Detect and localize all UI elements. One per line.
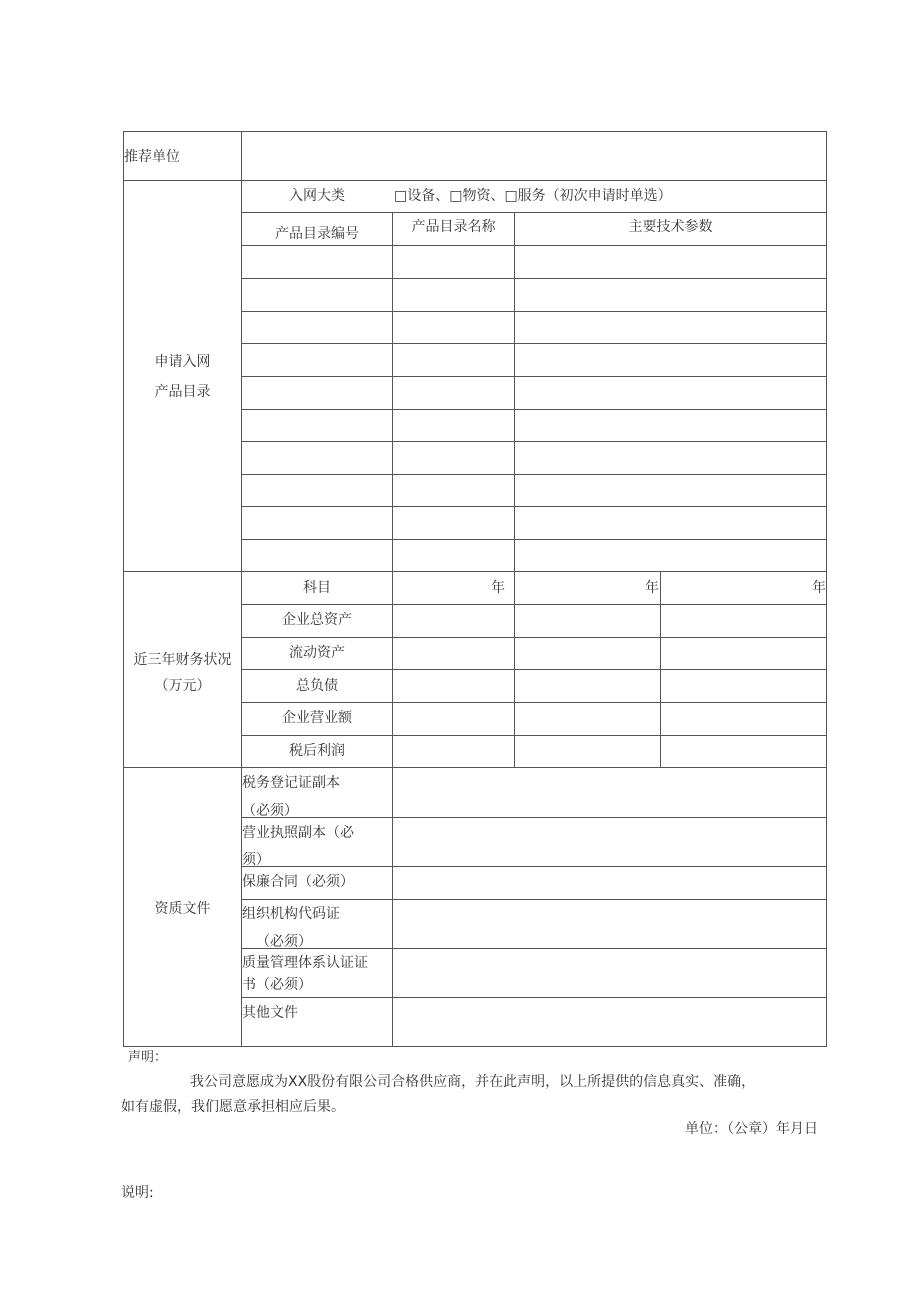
declaration-title: 声明：	[128, 1050, 168, 1065]
qualification-item-integrity-contract: 保廉合同（必须）	[242, 874, 354, 890]
table-row[interactable]	[242, 377, 826, 409]
catalog-header-name: 产品目录名称	[411, 219, 496, 235]
qualification-item-quality-cert-line1: 质量管理体系认证证	[242, 955, 368, 971]
attachment-field[interactable]	[393, 949, 826, 997]
qualification-item-license-line2: 须）	[242, 852, 270, 866]
declaration-body-line1: 我公司意愿成为XX股份有限公司合格供应商，并在此声明，以上所提供的信息真实、准确，	[190, 1074, 756, 1090]
table-row[interactable]	[242, 475, 826, 506]
recommend-unit-field[interactable]	[242, 132, 826, 180]
table-row[interactable]	[242, 442, 826, 474]
recommend-unit-label: 推荐单位	[124, 149, 180, 165]
attachment-field[interactable]	[393, 867, 826, 899]
qualification-section-label: 资质文件	[154, 901, 211, 917]
table-row[interactable]	[242, 246, 826, 278]
attachment-field[interactable]	[393, 900, 826, 948]
finance-section-label-line2: （万元）	[154, 678, 211, 694]
finance-row-net-profit: 税后利润	[289, 743, 345, 759]
declaration-signature: 单位：（公章）年月日	[685, 1121, 818, 1137]
catalog-section-label-line2: 产品目录	[154, 384, 211, 400]
finance-row-current-assets: 流动资产	[289, 645, 345, 661]
finance-year-header-1[interactable]: 年	[491, 580, 505, 596]
finance-row-revenue: 企业营业额	[282, 710, 352, 726]
finance-row-total-assets: 企业总资产	[282, 612, 352, 628]
qualification-item-org-code-line1: 组织机构代码证	[242, 906, 340, 922]
catalog-header-number: 产品目录编号	[275, 226, 359, 242]
qualification-item-tax-line1: 税务登记证副本	[242, 775, 340, 791]
finance-section-label-line1: 近三年财务状况	[133, 652, 232, 668]
table-row[interactable]	[242, 410, 826, 441]
table-row[interactable]	[242, 507, 826, 539]
finance-subject-header: 科目	[303, 580, 331, 596]
table-row[interactable]	[242, 312, 826, 343]
finance-row-total-liabilities: 总负债	[296, 678, 338, 694]
qualification-item-quality-cert-line2: 书（必须）	[242, 977, 312, 993]
finance-year-header-2[interactable]: 年	[645, 580, 659, 596]
qualification-item-license-line1: 营业执照副本（必	[242, 825, 354, 841]
category-label: 入网大类	[289, 188, 345, 204]
finance-year-header-3[interactable]: 年	[812, 580, 826, 596]
table-row[interactable]	[242, 540, 826, 571]
qualification-item-tax-line2: （必须）	[242, 803, 298, 817]
qualification-item-org-code-line2: （必须）	[256, 934, 312, 948]
qualification-item-other: 其他文件	[242, 1005, 298, 1021]
catalog-section-label-line1: 申请入网	[154, 354, 211, 370]
note-label: 说明:	[121, 1185, 154, 1201]
declaration-body-line2: 如有虚假，我们愿意承担相应后果。	[121, 1099, 345, 1115]
attachment-field[interactable]	[393, 818, 826, 866]
category-options[interactable]: □设备、□物资、□服务（初次申请时单选）	[394, 188, 672, 204]
attachment-field[interactable]	[393, 768, 826, 817]
table-row[interactable]	[242, 279, 826, 311]
attachment-field[interactable]	[393, 998, 826, 1046]
catalog-header-params: 主要技术参数	[628, 219, 713, 235]
table-row[interactable]	[242, 344, 826, 376]
